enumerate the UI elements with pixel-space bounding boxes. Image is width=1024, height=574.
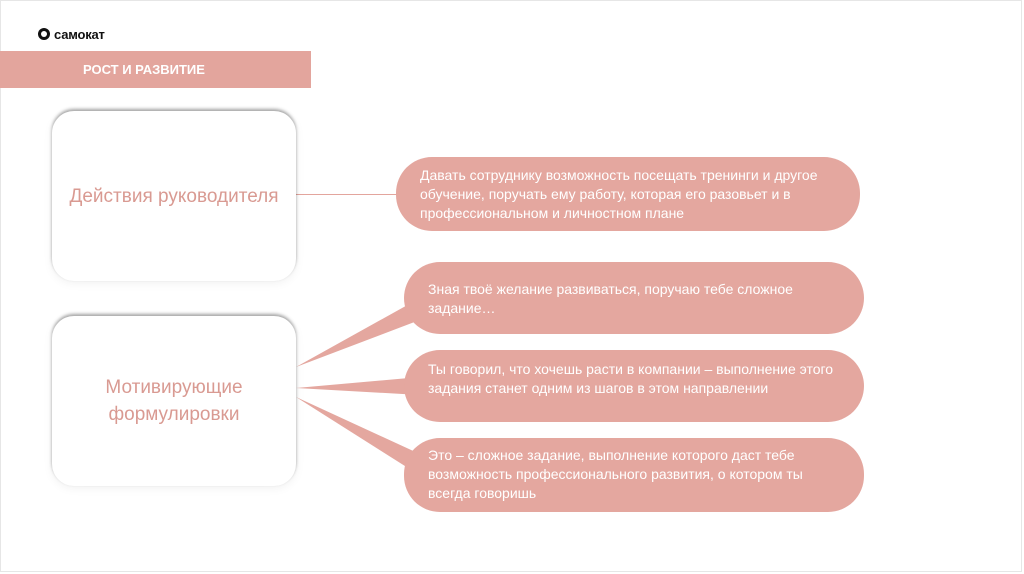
phrase-text-2: Ты говорил, что хочешь расти в компании – выполнение этого задания станет одним из шагов в этом направлении bbox=[428, 361, 834, 396]
motivating-phrases-label: Мотивирующие формулировки bbox=[105, 377, 243, 425]
connector-line bbox=[296, 194, 404, 195]
phrase-text-1: Зная твоё желание развиваться, поручаю тебе сложное задание… bbox=[428, 281, 793, 316]
manager-actions-card bbox=[52, 111, 296, 281]
motivating-phrases-card bbox=[52, 316, 296, 486]
manager-action-bubble bbox=[396, 157, 860, 231]
phrase-bubble-1 bbox=[404, 262, 864, 334]
manager-action-text: Давать сотруднику возможность посещать тренинги и другое обучение, поручать ему работу, которая его разовьет и в профессиональном и личностном плане bbox=[420, 166, 818, 221]
phrase-bubble-3 bbox=[404, 438, 864, 512]
arrow-to-phrase-3 bbox=[296, 397, 422, 473]
section-title: РОСТ И РАЗВИТИЕ bbox=[83, 62, 205, 77]
arrow-to-phrase-2 bbox=[296, 377, 420, 395]
phrase-text-3: Это – сложное задание, выполнение которого даст тебе возможность профессионального развития, о котором ты всегда говоришь bbox=[428, 447, 803, 501]
logo-text: самокат bbox=[54, 26, 105, 42]
phrase-bubble-2 bbox=[404, 350, 864, 422]
manager-actions-label: Действия руководителя bbox=[69, 185, 279, 207]
